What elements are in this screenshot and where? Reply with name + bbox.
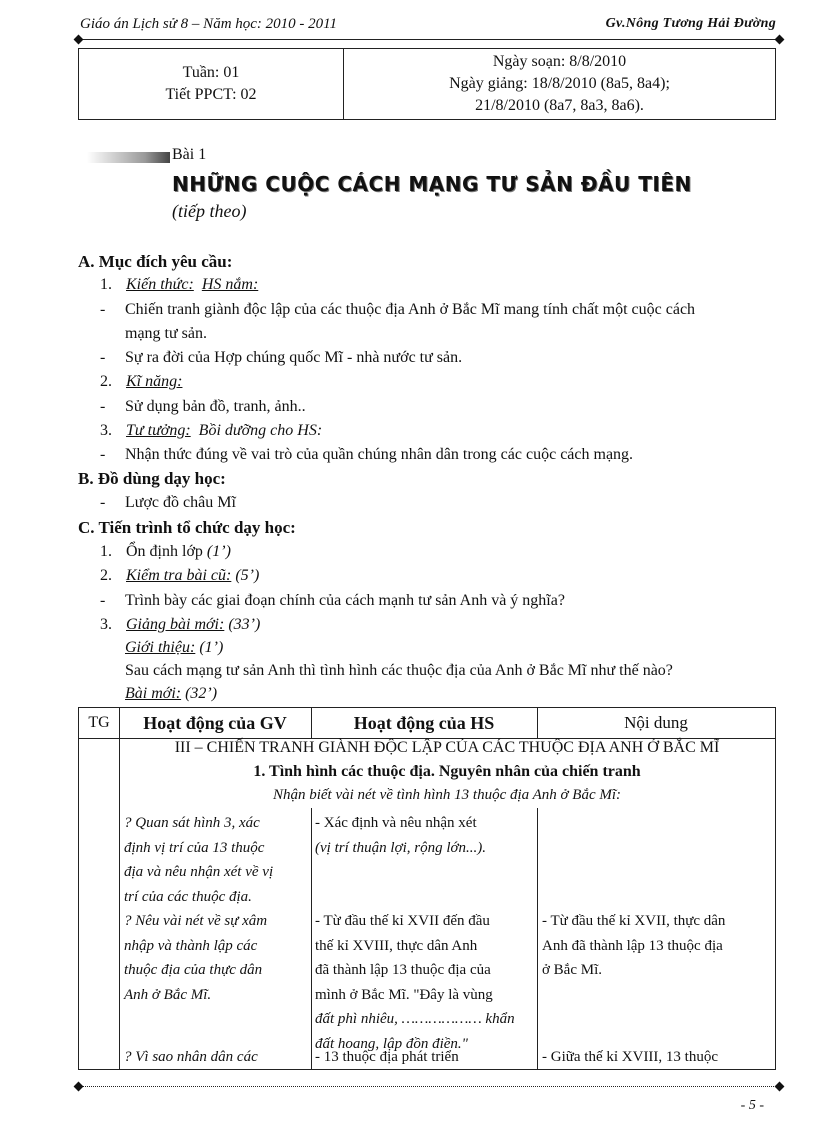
c-step2-label: Kiểm tra bài cũ: xyxy=(126,567,232,584)
header-rule xyxy=(78,39,778,40)
hs-line: - Từ đầu thế kỉ XVII đến đầu xyxy=(315,913,490,929)
nd-line: - Từ đầu thế kỉ XVII, thực dân xyxy=(542,913,726,929)
col-divider-3-head xyxy=(537,708,538,738)
subsection-title: 1. Tình hình các thuộc địa. Nguyên nhân của chiến tranh xyxy=(253,763,641,780)
c-step2-time: (5’) xyxy=(235,567,260,584)
lesson-subtitle: (tiếp theo) xyxy=(172,201,247,221)
footer-diamond-right xyxy=(775,1082,785,1092)
gv-block-3 xyxy=(124,1045,306,1070)
k-item2-dash: - xyxy=(100,349,106,366)
c-step3-label: Giảng bài mới: xyxy=(126,616,225,633)
s-item1-dash: - xyxy=(100,398,106,415)
info-left-cell xyxy=(79,49,344,119)
hs-block-3 xyxy=(315,1045,533,1070)
teach-date-1: Ngày giảng: 18/8/2010 (8a5, 8a4); xyxy=(449,75,670,92)
c-step2-item: Trình bày các giai đoạn chính của cách mạnh tư sản Anh và ý nghĩa? xyxy=(125,592,565,609)
hs-line: - Xác định và nêu nhận xét xyxy=(315,815,477,831)
gv-block-2 xyxy=(124,909,306,1007)
thought-line xyxy=(100,422,322,440)
skill-num: 2. xyxy=(100,373,112,390)
intro-text: Sau cách mạng tư sản Anh thì tình hình các thuộc địa của Anh ở Bắc Mĩ như thế nào? xyxy=(125,662,673,679)
knowledge-line xyxy=(100,276,258,294)
section-c-heading: C. Tiến trình tổ chức dạy học: xyxy=(78,518,296,537)
skill-label: Kĩ năng: xyxy=(126,373,183,390)
c-step1-num: 1. xyxy=(100,543,112,560)
nd-line: ở Bắc Mĩ. xyxy=(542,962,603,978)
gv-line: ? Nêu vài nét về sự xâm xyxy=(124,913,268,929)
new-lesson-time: (32’) xyxy=(185,685,218,702)
nd-block-1 xyxy=(542,909,772,983)
k-item2: Sự ra đời của Hợp chúng quốc Mĩ - nhà nước tư sản. xyxy=(125,349,463,366)
header-right: Gv.Nông Tương Hải Đường xyxy=(605,16,776,31)
c-step1-time: (1’) xyxy=(206,543,231,560)
lesson-table xyxy=(78,707,776,1070)
c-step1 xyxy=(100,543,231,561)
k-item1-dash: - xyxy=(100,301,106,318)
hs-line: đất phì nhiêu, ……………… khẩn xyxy=(315,1011,515,1027)
hs-line: - 13 thuộc địa phát triển xyxy=(315,1049,459,1065)
k-item1-b: mạng tư sản. xyxy=(125,325,207,342)
c-step1-label: Ổn định lớp xyxy=(126,543,203,560)
knowledge-label: Kiến thức: xyxy=(126,276,194,293)
k-item1-a: Chiến tranh giành độc lập của các thuộc địa Anh ở Bắc Mĩ mang tính chất một cuộc cách xyxy=(125,301,696,318)
col-header-hs: Hoạt động của HS xyxy=(353,713,495,733)
intro-line xyxy=(125,639,223,657)
nd-line: Anh đã thành lập 13 thuộc địa xyxy=(542,937,723,954)
section-a-heading: A. Mục đích yêu cầu: xyxy=(78,252,233,271)
new-lesson-line xyxy=(125,685,217,703)
col-header-gv: Hoạt động của GV xyxy=(143,713,287,733)
lesson-gradient-bar xyxy=(87,152,170,163)
nd-line: - Giữa thế kỉ XVIII, 13 thuộc xyxy=(542,1049,719,1065)
lesson-number: Bài 1 xyxy=(172,146,207,163)
t-item1-dash: - xyxy=(100,446,106,463)
nd-block-2 xyxy=(542,1045,772,1070)
hs-line: thế kỉ XVIII, thực dân Anh xyxy=(315,937,478,954)
hs-block-1 xyxy=(315,811,533,860)
gv-line: nhập và thành lập các xyxy=(124,937,258,954)
page-number: - 5 - xyxy=(740,1098,764,1113)
gv-line: địa và nêu nhận xét về vị xyxy=(124,864,274,880)
col-divider-2 xyxy=(311,808,312,1069)
c-step3 xyxy=(100,616,260,634)
new-lesson-label: Bài mới: xyxy=(125,685,182,702)
c-step3-time: (33’) xyxy=(228,616,261,633)
s-item1: Sử dụng bản đồ, tranh, ảnh.. xyxy=(125,398,306,415)
b-item1: Lược đồ châu Mĩ xyxy=(125,494,236,511)
gv-line: thuộc địa của thực dân xyxy=(124,962,263,978)
col-divider-3 xyxy=(537,808,538,1069)
col-divider-2-head xyxy=(311,708,312,738)
table-header-row xyxy=(79,708,775,739)
hs-line: mình ở Bắc Mĩ. "Đây là vùng xyxy=(315,986,493,1003)
hs-line: đất hoang, lập đồn điền." xyxy=(315,1035,468,1052)
section-title: III – CHIẾN TRANH GIÀNH ĐỘC LẬP CỦA CÁC THUỘC ĐỊA ANH Ở BẮC MĨ xyxy=(174,739,720,756)
c-step3-num: 3. xyxy=(100,616,112,633)
gv-line: ? Quan sát hình 3, xác xyxy=(124,815,260,831)
period: Tiết PPCT: 02 xyxy=(165,86,257,103)
knowledge-num: 1. xyxy=(100,276,112,293)
intro-time: (1’) xyxy=(199,639,224,656)
gv-block-1 xyxy=(124,811,306,909)
hs-line: đã thành lập 13 thuộc địa của xyxy=(315,962,491,978)
teach-date-2: 21/8/2010 (8a7, 8a3, 8a6). xyxy=(475,97,644,114)
thought-num: 3. xyxy=(100,422,112,439)
thought-label: Tư tưởng: xyxy=(126,422,191,439)
footer-rule xyxy=(78,1086,778,1087)
lesson-title: NHỮNG CUỘC CÁCH MẠNG TƯ SẢN ĐẦU TIÊN xyxy=(172,172,692,196)
info-right-cell xyxy=(344,49,775,119)
hs-block-2 xyxy=(315,909,533,1056)
skill-line xyxy=(100,373,182,391)
header-diamond-right xyxy=(775,35,785,45)
c-step2-dash: - xyxy=(100,592,106,609)
section-b-heading: B. Đồ dùng dạy học: xyxy=(78,469,226,488)
week: Tuần: 01 xyxy=(182,64,240,81)
gv-line: Anh ở Bắc Mĩ. xyxy=(124,986,212,1003)
info-table xyxy=(78,48,776,120)
header-left: Giáo án Lịch sử 8 – Năm học: 2010 - 2011 xyxy=(80,16,338,32)
objective: Nhận biết vài nét về tình hình 13 thuộc địa Anh ở Bắc Mĩ: xyxy=(272,787,622,803)
gv-line: ? Vì sao nhân dân các xyxy=(124,1049,258,1065)
prep-date: Ngày soạn: 8/8/2010 xyxy=(492,53,627,70)
footer-diamond-left xyxy=(74,1082,84,1092)
gv-line: trí của các thuộc địa. xyxy=(124,888,252,905)
c-step2 xyxy=(100,567,259,585)
col-header-tg: TG xyxy=(88,714,110,731)
col-header-nd: Nội dung xyxy=(624,713,688,732)
b-item1-dash: - xyxy=(100,494,106,511)
c-step2-num: 2. xyxy=(100,567,112,584)
knowledge-note: HS nắm: xyxy=(201,276,259,293)
thought-note: Bồi dưỡng cho HS: xyxy=(198,422,323,439)
header-diamond-left xyxy=(74,35,84,45)
gv-line: định vị trí của 13 thuộc xyxy=(124,839,265,856)
t-item1: Nhận thức đúng về vai trò của quần chúng nhân dân trong các cuộc cách mạng. xyxy=(125,446,634,463)
hs-line: (vị trí thuận lợi, rộng lớn...). xyxy=(315,839,487,856)
intro-label: Giới thiệu: xyxy=(125,639,196,656)
